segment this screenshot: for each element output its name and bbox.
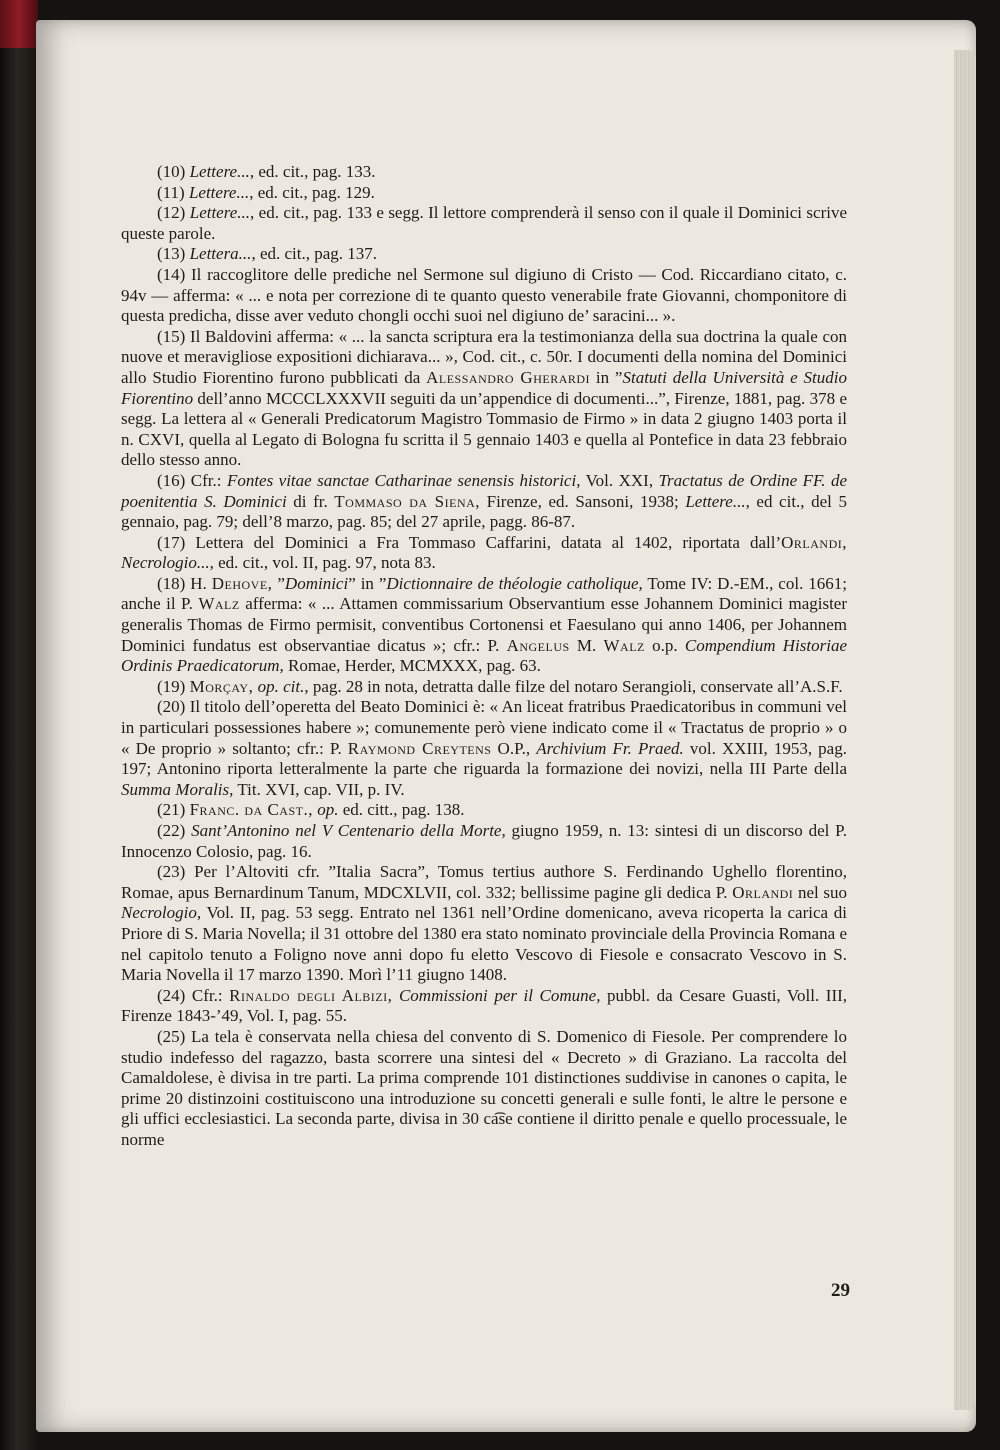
page-edges xyxy=(954,50,976,1410)
footnote-11: (11) Lettere..., ed. cit., pag. 129. xyxy=(157,182,375,202)
binding-band xyxy=(0,0,38,48)
footnote-18: (18) H. Dehove, ”Dominici” in ”Dictionnaire de théologie catholique, Tome IV: D.-EM., col. 1661; anche il P. Walz afferma: « ... Attamen commissarium Observantium esse Johannem Dominici magister generalis Thomas de Firmo permisit, conventibus Cortonensi et Faesulano qui anno 1406, per Johannem Dominici fundatus est observantiae dicatus »; cfr.: P. Angelus M. Walz o.p. Compendium Historiae Ordinis Praedicatorum, Romae, Herder, MCMXXX, pag. 63. xyxy=(121,573,848,676)
footnote-20: (20) Il titolo dell’operetta del Beato Dominici è: « An liceat fratribus Praedicatoribus in communi vel in particulari possessiones habere »; comunemente però viene indicato come il « Tractatus de proprio » o « De proprio » soltanto; cfr.: P. Raymond Creytens O.P., Archivium Fr. Praed. vol. XXIII, 1953, pag. 197; Antonino riporta letteralmente la parte che riguarda la formazione dei novizi, nella III Parte della Summa Moralis, Tit. XVI, cap. VII, p. IV. xyxy=(121,697,847,799)
book-spine xyxy=(0,0,38,1450)
footnote-15: (15) Il Baldovini afferma: « ... la sancta scriptura era la testimonianza della sua doctrina la quale con nuove et meravigliose expositioni dichiarava... », Cod. cit., c. 50r. I documenti della nomina del Dominici allo Studio Fiorentino furono pubblicati da Alessandro Gherardi in ”Statuti della Università e Studio Fiorentino dell’anno MCCCLXXXVII seguiti da un’appendice di documenti...”, Firenze, 1881, pag. 378 e segg. La lettera al « Generali Predicatorum Magistro Tommasio de Firmo » in data 2 giugno 1403 porta il n. CXVI, quella al Legato di Bologna fu scritta il 5 gennaio 1403 e quella al Pontefice in data 23 febbraio dello stesso anno. xyxy=(121,326,848,470)
footnotes-block xyxy=(121,162,847,1151)
footnote-24: (24) Cfr.: Rinaldo degli Albizi, Commissioni per il Comune, pubbl. da Cesare Guasti, Voll. III, Firenze 1843-’49, Vol. I, pag. 55. xyxy=(121,985,848,1026)
footnote-21: (21) Franc. da Cast., op. ed. citt., pag. 138. xyxy=(157,800,465,820)
footnote-23: (23) Per l’Altoviti cfr. ”Italia Sacra”, Tomus tertius authore S. Ferdinando Ughello florentino, Romae, apus Bernardinum Tanum, MDCXLVII, col. 332; bellissime pagine gli dedica P. Orlandi nel suo Necrologio, Vol. II, pag. 53 segg. Entrato nel 1361 nell’Ordine domenicano, aveva ricoperta la carica di Priore di S. Maria Novella; il 31 ottobre del 1380 era stato nominato provinciale della Provincia Romana e nel capitolo tenuto a Foligno nove anni dopo fu eletto Vescovo di Fiesole e consacrato Vescovo in S. Maria Novella il 17 marzo 1390. Morì l’11 giugno 1408. xyxy=(121,862,847,985)
footnote-25: (25) La tela è conservata nella chiesa del convento di S. Domenico di Fiesole. Per comprendere lo studio indefesso del ragazzo, basta scorrere una sintesi del « Decreto » di Graziano. La raccolta del Camaldolese, è divisa in tre parti. La prima comprende 101 distinctiones suddivise in canones o capita, le prime 20 distinzoini costituiscono una introduzione su concetti generali e sulle fonti, le altre le persone e gli uffici ecclesiastici. La seconda parte, divisa in 30 ca͡se contiene il diritto penale e quello processuale, le norme xyxy=(121,1026,847,1149)
page-number: 29 xyxy=(831,1280,850,1301)
footnote-10: (10) Lettere..., ed. cit., pag. 133. xyxy=(157,162,376,181)
footnote-16: (16) Cfr.: Fontes vitae sanctae Catharinae senensis historici, Vol. XXI, Tractatus de Ordine FF. de poenitentia S. Dominici di fr. Tommaso da Siena, Firenze, ed. Sansoni, 1938; Lettere..., ed cit., del 5 gennaio, pag. 79; dell’8 marzo, pag. 85; del 27 aprile, pagg. 86-87. xyxy=(121,470,847,532)
footnote-12: (12) Lettere..., ed. cit., pag. 133 e segg. Il lettore comprenderà il senso con il quale il Dominici scrive queste parole. xyxy=(121,203,847,243)
footnote-14: (14) Il raccoglitore delle prediche nel Sermone sul digiuno di Cristo — Cod. Riccardiano citato, c. 94v — afferma: « ... e nota per correzione di te quanto questo venerabile frate Giovanni, chomponitore di questa predicha, disse aver veduto chongli occhi suoi nel digiuno de’ saracini... ». xyxy=(121,264,848,326)
footnote-22: (22) Sant’Antonino nel V Centenario della Morte, giugno 1959, n. 13: sintesi di un discorso del P. Innocenzo Colosio, pag. 16. xyxy=(121,821,847,861)
footnote-13: (13) Lettera..., ed. cit., pag. 137. xyxy=(157,244,378,264)
footnote-19: (19) Morçay, op. cit., pag. 28 in nota, detratta dalle filze del notaro Serangioli, conservate all’A.S.F. xyxy=(157,676,843,696)
footnote-17: (17) Lettera del Dominici a Fra Tommaso Caffarini, datata al 1402, riportata dall’Orlandi, Necrologio..., ed. cit., vol. II, pag. 97, nota 83. xyxy=(121,532,847,573)
